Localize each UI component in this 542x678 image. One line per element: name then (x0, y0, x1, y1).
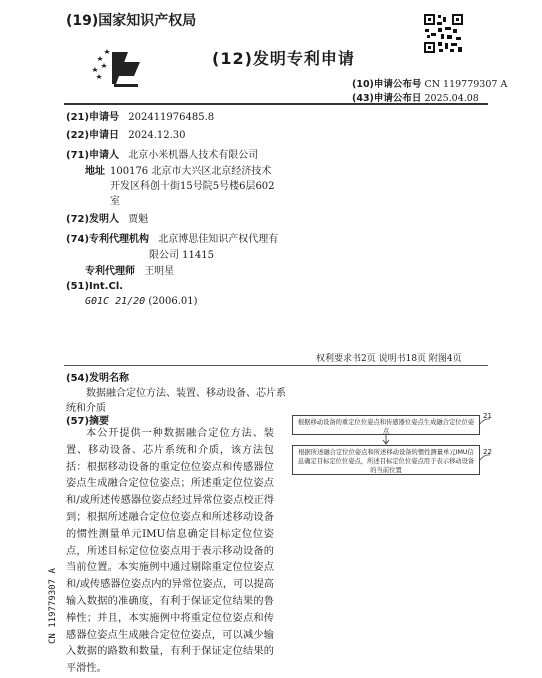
address-line-2: 开发区科创十街15号院5号楼6层602 (110, 181, 275, 192)
applicant-value: 北京小米机器人技术有限公司 (128, 150, 259, 161)
publication-number-value: CN 119779307 A (424, 79, 508, 90)
invention-title-line-2: 统和介质 (66, 403, 106, 414)
applicant-label: (71)申请人 (66, 150, 120, 161)
agency-label: (74)专利代理机构 (66, 234, 150, 245)
application-date-value: 2024.12.30 (128, 130, 186, 141)
agency-row (66, 230, 278, 245)
applicant-row (66, 146, 258, 161)
address-line-1: 100176 北京市大兴区北京经济技术 (110, 166, 272, 177)
abstract-body (66, 426, 274, 678)
intcl-version: (2006.01) (148, 296, 198, 307)
flowchart-step-1-number: 21 (483, 412, 492, 420)
patent-office-logo-icon (90, 46, 142, 88)
agent-row (85, 262, 174, 277)
flow-arrow-icon (382, 435, 390, 445)
agent-value: 王明星 (144, 266, 175, 277)
inventor-row (66, 210, 148, 225)
header-divider (64, 103, 488, 105)
application-number-row (66, 108, 214, 123)
document-type: (12)发明专利申请 (212, 49, 355, 68)
invention-title-label: (54)发明名称 (66, 373, 130, 384)
flowchart-step-2 (292, 445, 480, 475)
intcl-label: (51)Int.Cl. (66, 281, 124, 292)
agency-line-1: 北京博思佳知识产权代理有 (158, 234, 279, 245)
abstract-text: 本公开提供一种数据融合定位方法、装置、移动设备、芯片系统和介质，该方法包括：根据移动设备的重定位位姿点和传感器位姿点生成融合定位位姿点；所述重定位位姿点和/或所述传感器位姿点经过异常位姿点校正得到；根据所述融合定位位姿点和所述移动设备的惯性测量单元IMU信息确定目标定位位姿点，所述目标定位位姿点用于表示移动设备的当前位置。本实施例中通过剔除重定位位姿点和/或传感器位姿点内的异常位姿点，可以提高输入数据的准确度，有利于保证定位结果的鲁棒性；并且，本实施例中将重定位位姿点和传感器位姿点生成融合定位位姿点，可以减少输入数据的路数和数量，有利于保证定位结果的平滑性。 (66, 428, 274, 675)
invention-title-line-1: 数据融合定位方法、装置、移动设备、芯片系 (86, 388, 286, 399)
flowchart-step-1 (292, 415, 480, 435)
publication-number-row (352, 76, 507, 90)
address-label: 地址 (85, 166, 105, 177)
abstract-label: (57)摘要 (66, 416, 110, 427)
publication-date-row (352, 90, 479, 104)
application-date-label: (22)申请日 (66, 130, 120, 141)
flowchart-step-2-text: 根据所述融合定位位姿点和所述移动设备的惯性测量单元IMU信息确定目标定位位姿点，所述目标定位位姿点用于表示移动设备的当前位置 (297, 449, 475, 474)
publication-date-label: (43)申请公布日 (352, 93, 422, 104)
page-counts: 权利要求书2页 说明书18页 附图4页 (316, 354, 462, 364)
intcl-row (85, 296, 198, 307)
intcl-code: G01C 21/20 (85, 296, 146, 307)
agency-line-2: 限公司 11415 (149, 250, 214, 261)
flowchart-step-1-text: 根据移动设备的重定位位姿点和传感器位姿点生成融合定位位姿点 (297, 419, 475, 435)
application-number-label: (21)申请号 (66, 112, 120, 123)
application-date-row (66, 126, 186, 141)
publication-number-label: (10)申请公布号 (352, 79, 422, 90)
section-divider (64, 365, 488, 366)
inventor-value: 贾魁 (128, 214, 149, 225)
side-publication-code: CN 119779307 A (48, 568, 58, 644)
publication-date-value: 2025.04.08 (424, 93, 479, 104)
office-name: (19)国家知识产权局 (66, 13, 197, 29)
agent-label: 专利代理师 (85, 266, 135, 277)
flowchart-step-2-number: 22 (483, 448, 492, 456)
application-number-value: 202411976485.8 (128, 112, 215, 123)
address-line-3: 室 (110, 196, 120, 207)
qr-code-icon (423, 13, 464, 54)
inventor-label: (72)发明人 (66, 214, 120, 225)
